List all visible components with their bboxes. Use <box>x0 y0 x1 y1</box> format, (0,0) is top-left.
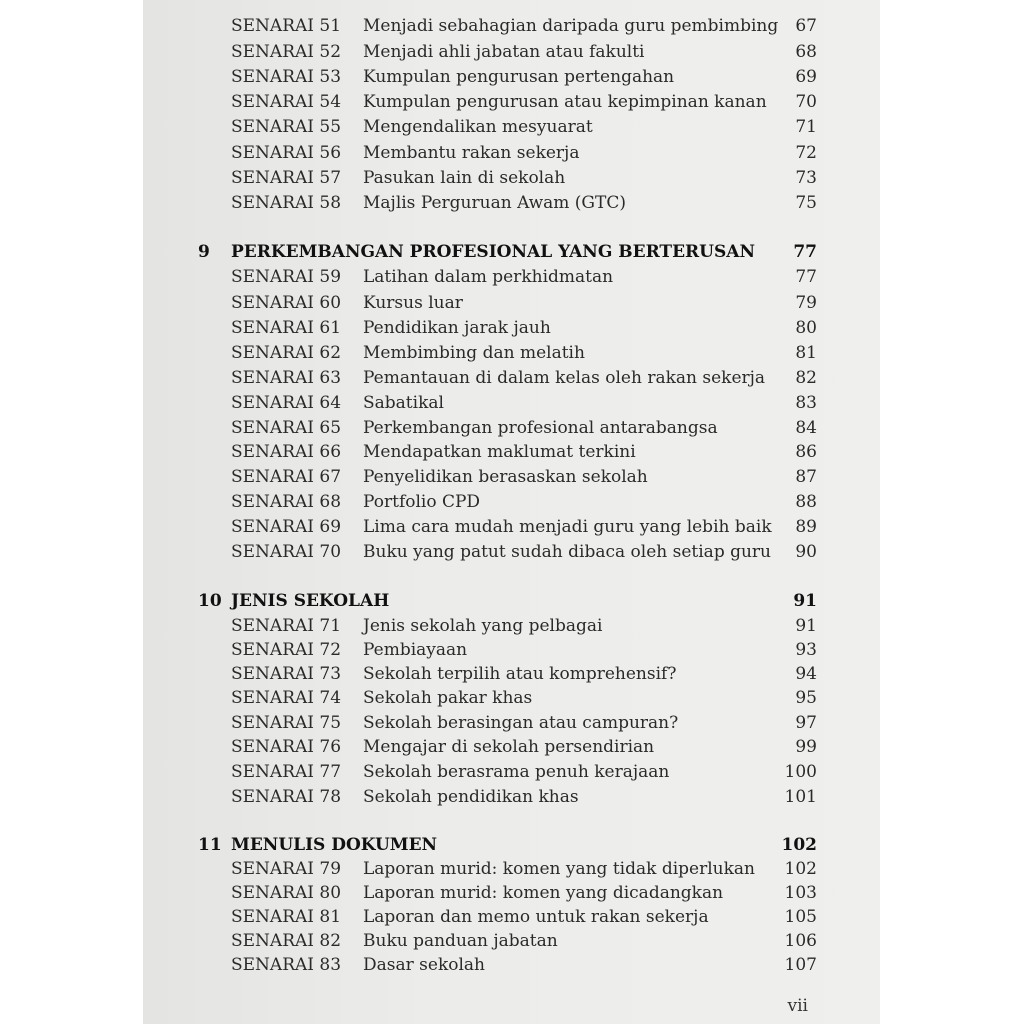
entry-title: Mengendalikan mesyuarat <box>363 117 593 137</box>
toc-entry <box>143 316 880 341</box>
entry-label: SENARAI 68 <box>231 492 342 512</box>
entry-label: SENARAI 61 <box>231 318 342 338</box>
entry-title: Sekolah pendidikan khas <box>363 787 579 807</box>
page-number: 70 <box>795 92 817 112</box>
page-number: 82 <box>795 368 817 388</box>
chapter-title: JENIS SEKOLAH <box>231 591 390 611</box>
toc-entry <box>143 857 880 882</box>
entry-title: Pembiayaan <box>363 640 468 660</box>
toc-entry <box>143 881 880 906</box>
toc-entry <box>143 465 880 490</box>
entry-title: Mendapatkan maklumat terkini <box>363 442 636 462</box>
entry-label: SENARAI 73 <box>231 664 342 684</box>
page-number: 71 <box>795 117 817 137</box>
toc-entry <box>143 711 880 736</box>
page-number: 99 <box>795 737 817 757</box>
toc-entry <box>143 265 880 290</box>
entry-label: SENARAI 72 <box>231 640 342 660</box>
entry-label: SENARAI 54 <box>231 92 342 112</box>
entry-label: SENARAI 76 <box>231 737 342 757</box>
toc-entry <box>143 141 880 166</box>
entry-label: SENARAI 74 <box>231 688 342 708</box>
page-number: 91 <box>795 616 817 636</box>
entry-title: Kumpulan pengurusan pertengahan <box>363 67 675 87</box>
toc-entry <box>143 614 880 639</box>
chapter-number: 11 <box>198 835 222 855</box>
entry-title: Laporan murid: komen yang tidak diperlukan <box>363 859 755 879</box>
toc-entry <box>143 391 880 416</box>
entry-title: Majlis Perguruan Awam (GTC) <box>363 193 626 213</box>
page-number: 91 <box>793 591 817 611</box>
entry-title: Laporan dan memo untuk rakan sekerja <box>363 907 709 927</box>
page-number: 97 <box>795 713 817 733</box>
page-number: 103 <box>784 883 817 903</box>
entry-label: SENARAI 77 <box>231 762 342 782</box>
page-number: 81 <box>795 343 817 363</box>
page-number: 86 <box>795 442 817 462</box>
entry-title: Laporan murid: komen yang dicadangkan <box>363 883 724 903</box>
entry-title: Dasar sekolah <box>363 955 485 975</box>
chapter-title: PERKEMBANGAN PROFESIONAL YANG BERTERUSAN <box>231 242 756 262</box>
entry-title: Sekolah berasingan atau campuran? <box>363 713 679 733</box>
entry-title: Jenis sekolah yang pelbagai <box>363 616 603 636</box>
toc-entry <box>143 14 880 39</box>
entry-label: SENARAI 78 <box>231 787 342 807</box>
entry-title: Kursus luar <box>363 293 463 313</box>
entry-label: SENARAI 63 <box>231 368 342 388</box>
entry-label: SENARAI 51 <box>231 16 342 36</box>
entry-label: SENARAI 71 <box>231 616 342 636</box>
toc-entry <box>143 341 880 366</box>
entry-title: Sekolah berasrama penuh kerajaan <box>363 762 670 782</box>
toc-entry <box>143 785 880 810</box>
page-number: 93 <box>795 640 817 660</box>
entry-title: Pasukan lain di sekolah <box>363 168 566 188</box>
page-number: 67 <box>795 16 817 36</box>
page-number: 101 <box>784 787 817 807</box>
entry-label: SENARAI 83 <box>231 955 342 975</box>
entry-title: Pemantauan di dalam kelas oleh rakan sekerja <box>363 368 766 388</box>
entry-label: SENARAI 80 <box>231 883 342 903</box>
entry-label: SENARAI 66 <box>231 442 342 462</box>
entry-label: SENARAI 79 <box>231 859 342 879</box>
entry-label: SENARAI 58 <box>231 193 342 213</box>
toc-entry <box>143 905 880 930</box>
toc-entry <box>143 662 880 687</box>
page-number: 106 <box>784 931 817 951</box>
entry-title: Sabatikal <box>363 393 444 413</box>
toc-entry <box>143 115 880 140</box>
page-number: 94 <box>795 664 817 684</box>
toc-entry <box>143 65 880 90</box>
toc-entry <box>143 540 880 565</box>
toc-entry <box>143 638 880 663</box>
toc-chapter-heading <box>143 240 880 265</box>
toc-entry <box>143 760 880 785</box>
entry-label: SENARAI 52 <box>231 42 342 62</box>
toc-entry <box>143 166 880 191</box>
page-number: 72 <box>795 143 817 163</box>
entry-title: Lima cara mudah menjadi guru yang lebih baik <box>363 517 772 537</box>
toc-entry <box>143 735 880 760</box>
entry-title: Menjadi sebahagian daripada guru pembimbing <box>363 16 779 36</box>
entry-title: Membimbing dan melatih <box>363 343 585 363</box>
entry-label: SENARAI 55 <box>231 117 342 137</box>
toc-entry <box>143 490 880 515</box>
entry-title: Kumpulan pengurusan atau kepimpinan kanan <box>363 92 767 112</box>
chapter-number: 10 <box>198 591 222 611</box>
page-number: 89 <box>795 517 817 537</box>
entry-label: SENARAI 65 <box>231 418 342 438</box>
entry-title: Portfolio CPD <box>363 492 481 512</box>
book-page <box>143 0 880 1024</box>
entry-label: SENARAI 82 <box>231 931 342 951</box>
entry-title: Mengajar di sekolah persendirian <box>363 737 655 757</box>
entry-title: Sekolah terpilih atau komprehensif? <box>363 664 677 684</box>
page-number: 88 <box>795 492 817 512</box>
entry-title: Penyelidikan berasaskan sekolah <box>363 467 648 487</box>
entry-label: SENARAI 75 <box>231 713 342 733</box>
toc-entry <box>143 440 880 465</box>
entry-label: SENARAI 53 <box>231 67 342 87</box>
entry-title: Menjadi ahli jabatan atau fakulti <box>363 42 645 62</box>
entry-title: Perkembangan profesional antarabangsa <box>363 418 718 438</box>
page-number: 87 <box>795 467 817 487</box>
page-number: 84 <box>795 418 817 438</box>
entry-label: SENARAI 64 <box>231 393 342 413</box>
toc-chapter-heading <box>143 833 880 858</box>
page-number: 77 <box>795 267 817 287</box>
toc-entry <box>143 929 880 954</box>
entry-label: SENARAI 60 <box>231 293 342 313</box>
page-number: 68 <box>795 42 817 62</box>
toc-entry <box>143 191 880 216</box>
toc-chapter-heading <box>143 589 880 614</box>
page-number: 100 <box>784 762 817 782</box>
entry-title: Membantu rakan sekerja <box>363 143 580 163</box>
toc-entry <box>143 291 880 316</box>
entry-label: SENARAI 59 <box>231 267 342 287</box>
page-number: 79 <box>795 293 817 313</box>
entry-title: Pendidikan jarak jauh <box>363 318 551 338</box>
entry-label: SENARAI 69 <box>231 517 342 537</box>
toc-entry <box>143 366 880 391</box>
page-number: 83 <box>795 393 817 413</box>
page-number: 90 <box>795 542 817 562</box>
entry-label: SENARAI 67 <box>231 467 342 487</box>
chapter-title: MENULIS DOKUMEN <box>231 835 438 855</box>
entry-title: Buku yang patut sudah dibaca oleh setiap guru <box>363 542 772 562</box>
toc-entry <box>143 515 880 540</box>
page-number: 73 <box>795 168 817 188</box>
page-number: 75 <box>795 193 817 213</box>
page-number: 80 <box>795 318 817 338</box>
entry-label: SENARAI 57 <box>231 168 342 188</box>
entry-title: Sekolah pakar khas <box>363 688 533 708</box>
page-number: 107 <box>784 955 817 975</box>
entry-label: SENARAI 62 <box>231 343 342 363</box>
toc-entry <box>143 953 880 978</box>
toc-entry <box>143 40 880 65</box>
entry-label: SENARAI 56 <box>231 143 342 163</box>
entry-title: Buku panduan jabatan <box>363 931 558 951</box>
toc-entry <box>143 686 880 711</box>
entry-label: SENARAI 70 <box>231 542 342 562</box>
page-number: 95 <box>795 688 817 708</box>
entry-title: Latihan dalam perkhidmatan <box>363 267 614 287</box>
toc-entry <box>143 416 880 441</box>
page-number: 77 <box>793 242 817 262</box>
page-number: 102 <box>784 859 817 879</box>
page-number: 105 <box>784 907 817 927</box>
page-number: 102 <box>781 835 817 855</box>
table-of-contents <box>143 0 880 1024</box>
page-folio: vii <box>787 996 808 1016</box>
chapter-number: 9 <box>198 242 210 262</box>
page-number: 69 <box>795 67 817 87</box>
entry-label: SENARAI 81 <box>231 907 342 927</box>
toc-entry <box>143 90 880 115</box>
